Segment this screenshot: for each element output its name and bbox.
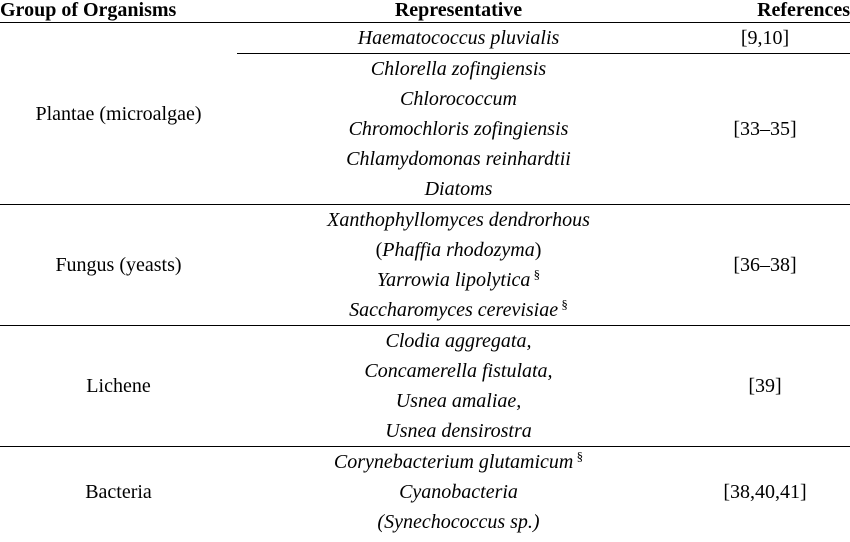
group-cell: Lichene	[0, 326, 237, 447]
representative-line	[237, 507, 680, 537]
species-name: )	[534, 239, 542, 261]
representative-line	[237, 205, 680, 235]
table-row	[0, 447, 850, 538]
species-name: Diatoms	[424, 178, 493, 200]
representative-line	[237, 54, 680, 84]
species-name: (	[375, 239, 383, 261]
table-row	[0, 23, 850, 54]
species-name: Chlorococcum	[399, 88, 517, 110]
representative-line	[237, 356, 680, 386]
representative-line	[237, 235, 680, 265]
group-cell: Bacteria	[85, 481, 152, 503]
representative-cell	[237, 447, 680, 538]
table-row	[0, 205, 850, 326]
reference-cell: [39]	[680, 326, 850, 447]
species-name: Saccharomyces cerevisiae	[349, 299, 559, 321]
reference-cell: [33–35]	[680, 54, 850, 205]
species-name: Usnea amaliae,	[395, 390, 522, 412]
footnote-mark: §	[558, 296, 568, 312]
representative-line	[237, 174, 680, 204]
species-name: (Synechococcus sp.)	[377, 511, 540, 533]
species-name: Chlorella zofingiensis	[370, 58, 547, 80]
header-group: Group of Organisms	[0, 0, 237, 23]
representative-line	[237, 144, 680, 174]
footnote-mark: §	[573, 448, 584, 464]
species-name: Concamerella fistulata,	[364, 360, 553, 382]
group-cell: Fungus (yeasts)	[0, 205, 237, 326]
representative-line	[237, 265, 680, 295]
header-representative: Representative	[237, 0, 680, 23]
reference-cell: [38,40,41]	[723, 481, 807, 503]
representative-line	[237, 84, 680, 114]
representative-line	[237, 326, 680, 356]
header-references: References	[680, 0, 850, 23]
species-name: Haematococcus pluvialis	[357, 27, 560, 49]
footnote-mark: §	[530, 266, 541, 282]
representative-cell	[237, 23, 680, 54]
table-row	[0, 326, 850, 447]
table-body	[0, 23, 850, 538]
representative-cell	[237, 326, 680, 447]
species-name: Xanthophyllomyces dendrorhous	[327, 209, 590, 231]
representative-line	[237, 386, 680, 416]
species-name: Chromochloris zofingiensis	[348, 118, 569, 140]
species-name: Phaffia rhodozyma	[382, 239, 535, 261]
species-name: Corynebacterium glutamicum	[333, 451, 574, 473]
species-name: Cyanobacteria	[399, 481, 518, 503]
species-name: Yarrowia lipolytica	[376, 269, 531, 291]
reference-cell: [36–38]	[680, 205, 850, 326]
representative-cell	[237, 205, 680, 326]
species-name: Clodia aggregata,	[385, 330, 532, 352]
header-row	[0, 0, 850, 23]
representative-line	[237, 295, 680, 325]
representative-cell	[237, 54, 680, 205]
representative-line	[237, 447, 680, 477]
species-name: Usnea densirostra	[385, 420, 532, 442]
representative-line	[237, 477, 680, 507]
reference-cell: [9,10]	[680, 23, 850, 54]
representative-line	[237, 23, 680, 53]
representative-line	[237, 416, 680, 446]
representative-line	[237, 114, 680, 144]
species-name: Chlamydomonas reinhardtii	[346, 148, 571, 170]
group-cell: Plantae (microalgae)	[0, 23, 237, 205]
